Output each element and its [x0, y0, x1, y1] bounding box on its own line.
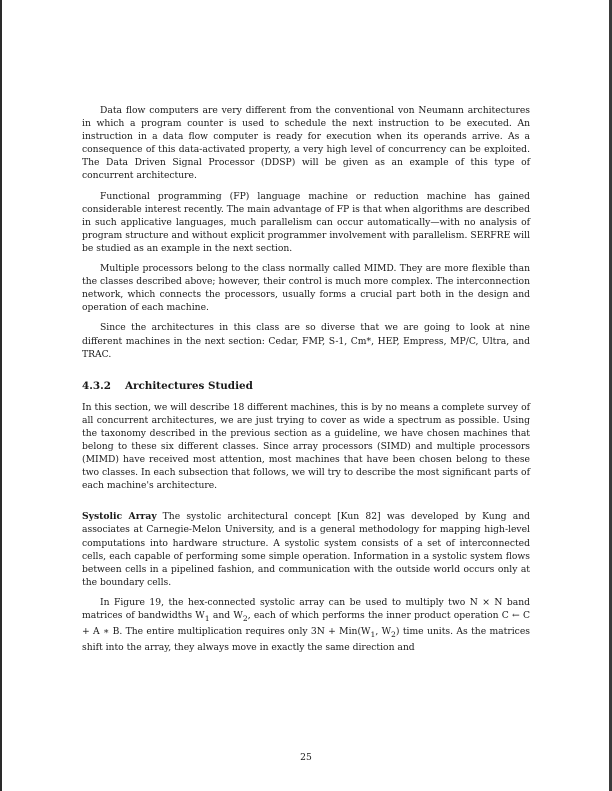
section-number: 4.3.2	[82, 379, 111, 392]
hex-text-2: and W	[209, 610, 243, 621]
subscript-w2-min: 2	[391, 629, 396, 639]
page-body	[82, 104, 530, 654]
section-heading	[82, 379, 530, 393]
hex-text-5: ) time units. As the matrices shift into the array, they always move in exactly the same direction and	[82, 625, 530, 653]
section-title: Architectures Studied	[124, 379, 253, 392]
paragraph-systolic-array	[82, 510, 530, 589]
systolic-array-heading: Systolic Array	[82, 511, 157, 523]
paragraph-architectures-studied: In this section, we will describe 18 different machines, this is by no means a complete survey of all concurrent architectures, we are just trying to cover as wide a spectrum as possible. Using the taxonomy described in the previous section as a guideline, we have chosen machines that belong to these six different classes. Since array processors (SIMD) and multiple processors (MIMD) have received most attention, most machines that have been chosen belong to these two classes. In each subsection that follows, we will try to describe the most significant parts of each machine's architecture.	[82, 401, 530, 492]
hex-text-1: In Figure 19, the hex-connected systolic array can be used to multiply two N × N band matrices of bandwidths W	[82, 596, 530, 621]
subscript-w2: 2	[242, 613, 248, 623]
paragraph-hex-connected	[82, 596, 530, 654]
paragraph-data-flow: Data flow computers are very different from the conventional von Neumann architectures in which a program counter is used to schedule the next instruction to be executed. An instruction in a data flow computer is ready for execution when its operands arrive. As a consequence of this data-activated property, a very high level of concurrency can be exploited. The Data Driven Signal Processor (DDSP) will be given as an example of this type of concurrent architecture.	[82, 105, 530, 182]
paragraph-mimd: Multiple processors belong to the class normally called MIMD. They are more flexible than the classes described above; however, their control is much more complex. The interconnection network, which connects the processors, usually forms a crucial part both in the design and operation of each machine.	[82, 263, 530, 314]
systolic-array-text: The systolic architectural concept [Kun 82] was developed by Kung and associates at Carnegie-Melon University, and is a general methodology for mapping high-level computations into hardware structure. A systolic system consists of a set of interconnected cells, each capable of performing some simple operation. Information in a systolic system flows between cells in a pipelined fashion, and communication with the outside world occurs only at the boundary cells.	[82, 511, 530, 588]
paragraph-functional-programming: Functional programming (FP) language machine or reduction machine has gained considerable interest recently. The main advantage of FP is that when algorithms are described in such applicative languages, much parallelism can occur automatically—with no analysis of program structure and without explicit programmer involvement with parallelism. SERFRE will be studied as an example in the next section.	[82, 190, 530, 254]
subscript-w1: 1	[204, 613, 210, 623]
hex-text-3: , each of which performs the inner product operation C ← C + A ∗ B. The entire multiplication requires only 3N + Min(W	[82, 610, 531, 637]
scan-edge-left	[0, 0, 2, 791]
page-number: 25	[300, 752, 312, 763]
subscript-w1-min: 1	[370, 629, 376, 639]
paragraph-nine-machines: Since the architectures in this class are so diverse that we are going to look at nine different machines in the next section: Cedar, FMP, S-1, Cm*, HEP, Empress, MP/C, Ultra, and TRAC.	[82, 322, 530, 360]
hex-text-4: , W	[375, 625, 392, 637]
